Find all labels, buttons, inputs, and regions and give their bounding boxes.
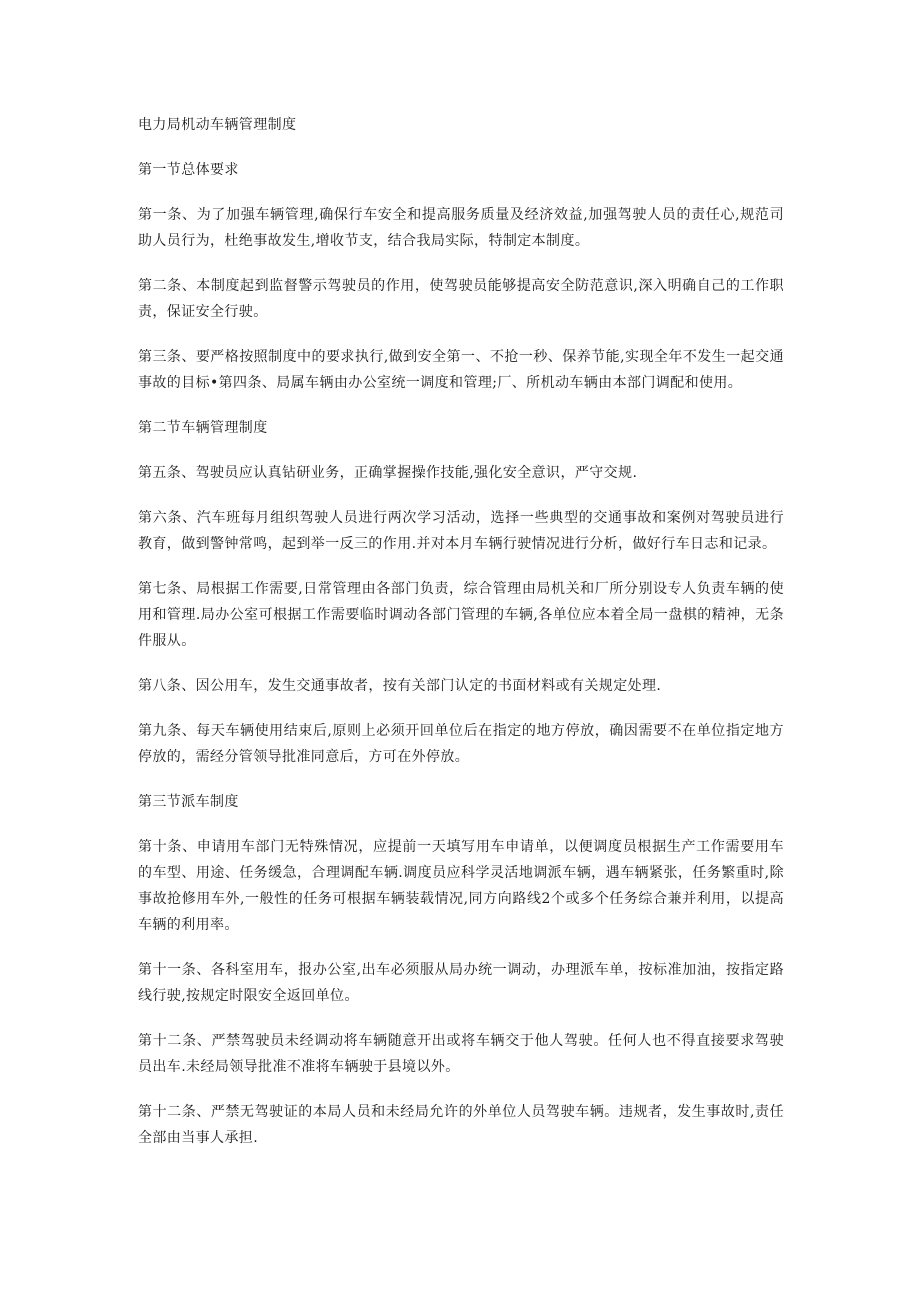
document-body — [138, 112, 784, 1170]
article-paragraph: 第十二条、严禁驾驶员未经调动将车辆随意开出或将车辆交于他人驾驶。任何人也不得直接要求驾驶员出车.未经局领导批准不准将车辆驶于县境以外。 — [138, 1033, 784, 1075]
article-paragraph: 第二条、本制度起到监督警示驾驶员的作用，使驾驶员能够提高安全防范意识,深入明确自己的工作职责，保证安全行驶。 — [138, 278, 784, 320]
document-title: 电力局机动车辆管理制度 — [138, 117, 297, 133]
section-heading: 第三节派车制度 — [138, 794, 239, 810]
section-heading: 第一节总体要求 — [138, 162, 239, 178]
article-paragraph: 第九条、每天车辆使用结束后,原则上必须开回单位后在指定的地方停放，确因需要不在单位指定地方停放的，需经分管领导批准同意后，方可在外停放。 — [138, 723, 784, 765]
article-paragraph: 第五条、驾驶员应认真钻研业务，正确掌握操作技能,强化安全意识，严守交规. — [138, 465, 638, 481]
article-paragraph: 第六条、汽车班每月组织驾驶人员进行两次学习活动，选择一些典型的交通事故和案例对驾驶员进行教育，做到警钟常鸣，起到举一反三的作用.并对本月车辆行驶情况进行分析，做好行车日志和记录。 — [138, 510, 784, 552]
article-paragraph: 第十一条、各科室用车，报办公室,出车必须服从局办统一调动，办理派车单，按标准加油，按指定路线行驶,按规定时限安全返回单位。 — [138, 962, 784, 1004]
article-paragraph: 第一条、为了加强车辆管理,确保行车安全和提高服务质量及经济效益,加强驾驶人员的责任心,规范司助人员行为，杜绝事故发生,增收节支，结合我局实际，特制定本制度。 — [138, 207, 784, 249]
article-paragraph: 第十二条、严禁无驾驶证的本局人员和未经局允许的外单位人员驾驶车辆。违规者，发生事故时,责任全部由当事人承担. — [138, 1104, 784, 1146]
article-paragraph: 第八条、因公用车，发生交通事故者，按有关部门认定的书面材料或有关规定处理. — [138, 678, 662, 694]
article-paragraph: 第七条、局根据工作需要,日常管理由各部门负责，综合管理由局机关和厂所分别设专人负责车辆的使用和管理.局办公室可根据工作需要临时调动各部门管理的车辆,各单位应本着全局一盘棋的精神，无条件服从。 — [138, 581, 784, 649]
article-paragraph: 第三条、要严格按照制度中的要求执行,做到安全第一、不抢一秒、保养节能,实现全年不发生一起交通事故的目标•第四条、局属车辆由办公室统一调度和管理;厂、所机动车辆由本部门调配和使用。 — [138, 349, 784, 391]
article-paragraph: 第十条、申请用车部门无特殊情况，应提前一天填写用车申请单，以便调度员根据生产工作需要用车的车型、用途、任务缓急，合理调配车辆.调度员应科学灵活地调派车辆，遇车辆紧张，任务繁重时,除事故抢修用车外,一般性的任务可根据车辆装载情况,同方向路线2个或多个任务综合兼并利用，以提高车辆的利用率。 — [138, 839, 784, 933]
section-heading: 第二节车辆管理制度 — [138, 420, 268, 436]
